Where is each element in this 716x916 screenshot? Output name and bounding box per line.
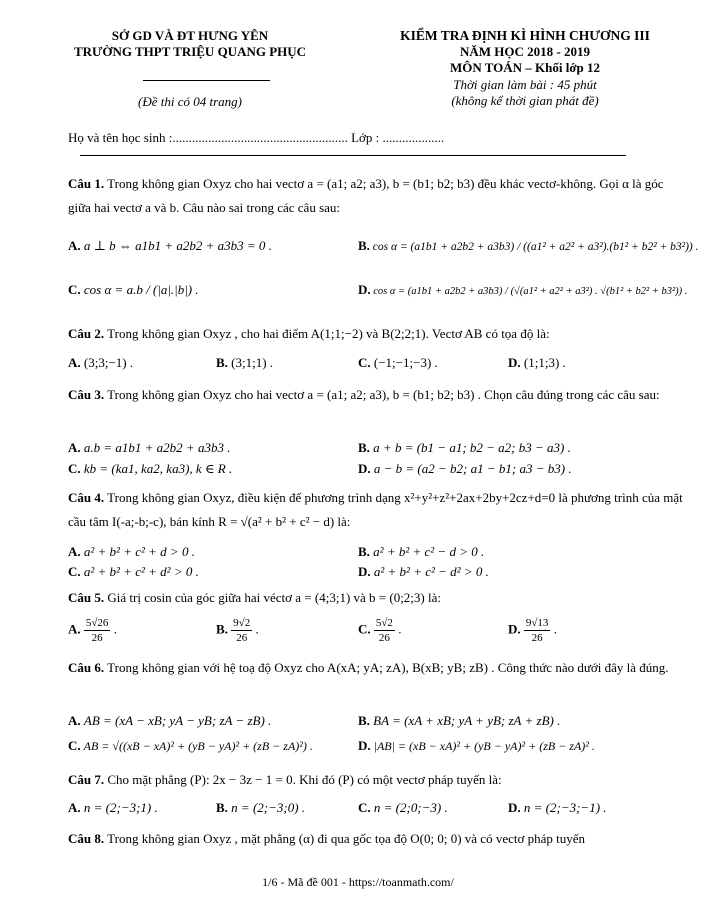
q7-option-c[interactable]: C. n = (2;0;−3) . — [358, 800, 448, 815]
question-6: Câu 6. Trong không gian với hệ toạ độ Oxyz cho A(xA; yA; zA), B(xB; yB; zB) . Công thức nào dưới đây là đúng. — [68, 660, 669, 675]
q3-option-d[interactable]: D. a − b = (a2 − b2; a1 − b1; a3 − b3) . — [358, 461, 572, 476]
question-4: Câu 4. Trong không gian Oxyz, điều kiện để phương trình dạng x²+y²+z²+2ax+2by+2cz+d=0 là phương trình của mặt cầu tâm I(-a;-b;-c), bán kính R = √(a² + b² + c² − d) là: — [68, 490, 683, 529]
q4-option-b[interactable]: B. a² + b² + c² − d > 0 . — [358, 544, 485, 559]
q4-option-a[interactable]: A. a² + b² + c² + d > 0 . — [68, 544, 195, 559]
q6-option-a[interactable]: A. AB = (xA − xB; yA − yB; zA − zB) . — [68, 713, 272, 728]
q2-option-b[interactable]: B. (3;1;1) . — [216, 355, 274, 370]
q1-option-a[interactable]: A. a ⊥ b ⇔ a1b1 + a2b2 + a3b3 = 0 . — [68, 238, 272, 253]
time-note: (không kể thời gian phát đề) — [451, 93, 599, 108]
q6-option-b[interactable]: B. BA = (xA + xB; yA + yB; zA + zB) . — [358, 713, 561, 728]
time-limit: Thời gian làm bài : 45 phút — [453, 77, 597, 92]
student-info-line: Họ và tên học sinh :...................................................... Lớp : ................... — [68, 130, 445, 145]
question-3: Câu 3. Trong không gian Oxyz cho hai vectơ a = (a1; a2; a3), b = (b1; b2; b3) . Chọn câu đúng trong các câu sau: — [68, 387, 660, 402]
subject: MÔN TOÁN – Khối lớp 12 — [449, 60, 601, 75]
question-text: Trong không gian Oxyz cho hai vectơ a = (a1; a2; a3), b = (b1; b2; b3) đều khác vectơ-không. Gọi α là góc giữa hai vectơ a và b. Câu nào sai trong các câu sau: — [68, 176, 664, 215]
q5-option-a[interactable]: A. $\frac{5√26}{26}$ . — [68, 617, 117, 644]
school-year: NĂM HỌC 2018 - 2019 — [460, 44, 590, 59]
q1-option-b[interactable]: B. cos α = (a1b1 + a2b2 + a3b3) / ((a1² + a2² + a3²).(b1² + b2² + b3²)) . — [358, 238, 699, 253]
q2-option-a[interactable]: A. (3;3;−1) . — [68, 355, 134, 370]
q4-option-c[interactable]: C. a² + b² + c² + d² > 0 . — [68, 564, 199, 579]
q1-option-d[interactable]: D. cos α = (a1b1 + a2b2 + a3b3) / (√(a1² + a2² + a3²) . √(b1² + b2² + b3²)) . — [358, 282, 688, 297]
school-name: TRƯỜNG THPT TRIỆU QUANG PHỤC — [73, 44, 307, 59]
q3-option-c[interactable]: C. kb = (ka1, ka2, ka3), k ∈ R . — [68, 461, 233, 476]
q7-option-d[interactable]: D. n = (2;−3;−1) . — [508, 800, 607, 815]
q6-option-c[interactable]: C. AB = √((xB − xA)² + (yB − yA)² + (zB − zA)²) . — [68, 738, 313, 753]
school-department: SỞ GD VÀ ĐT HƯNG YÊN — [111, 28, 269, 43]
header-divider — [80, 155, 626, 156]
question-1 — [68, 172, 686, 220]
q7-option-a[interactable]: A. n = (2;−3;1) . — [68, 800, 158, 815]
q6-option-d[interactable]: D. |AB| = (xB − xA)² + (yB − yA)² + (zB − zA)² . — [358, 738, 595, 753]
question-5: Câu 5. Giá trị cosin của góc giữa hai véctơ a = (4;3;1) và b = (0;2;3) là: — [68, 590, 441, 605]
q3-option-b[interactable]: B. a + b = (b1 − a1; b2 − a2; b3 − a3) . — [358, 440, 571, 455]
question-7: Câu 7. Cho mặt phẳng (P): 2x − 3z − 1 = 0. Khi đó (P) có một vectơ pháp tuyến là: — [68, 772, 502, 787]
question-label: Câu 1. — [68, 176, 105, 191]
q5-option-c[interactable]: C. $\frac{5√2}{26}$ . — [358, 617, 402, 644]
q2-option-c[interactable]: C. (−1;−1;−3) . — [358, 355, 438, 370]
question-8: Câu 8. Trong không gian Oxyz , mặt phẳng (α) đi qua gốc tọa độ O(0; 0; 0) và có vectơ pháp tuyến — [68, 831, 585, 846]
header-divider-left — [143, 80, 270, 81]
exam-title: KIỂM TRA ĐỊNH KÌ HÌNH CHƯƠNG III — [400, 28, 650, 43]
page-count-note: (Đề thi có 04 trang) — [138, 94, 242, 109]
q5-option-b[interactable]: B. $\frac{9√2}{26}$ . — [216, 617, 259, 644]
q5-option-d[interactable]: D. $\frac{9√13}{26}$ . — [508, 617, 557, 644]
question-2: Câu 2. Trong không gian Oxyz , cho hai điểm A(1;1;−2) và B(2;2;1). Vectơ AB có tọa độ là: — [68, 326, 550, 341]
page-footer: 1/6 - Mã đề 001 - https://toanmath.com/ — [262, 875, 454, 889]
q7-option-b[interactable]: B. n = (2;−3;0) . — [216, 800, 306, 815]
q2-option-d[interactable]: D. (1;1;3) . — [508, 355, 566, 370]
q4-option-d[interactable]: D. a² + b² + c² − d² > 0 . — [358, 564, 489, 579]
q3-option-a[interactable]: A. a.b = a1b1 + a2b2 + a3b3 . — [68, 440, 231, 455]
q1-option-c[interactable]: C. cos α = a.b / (|a|.|b|) . — [68, 282, 199, 297]
